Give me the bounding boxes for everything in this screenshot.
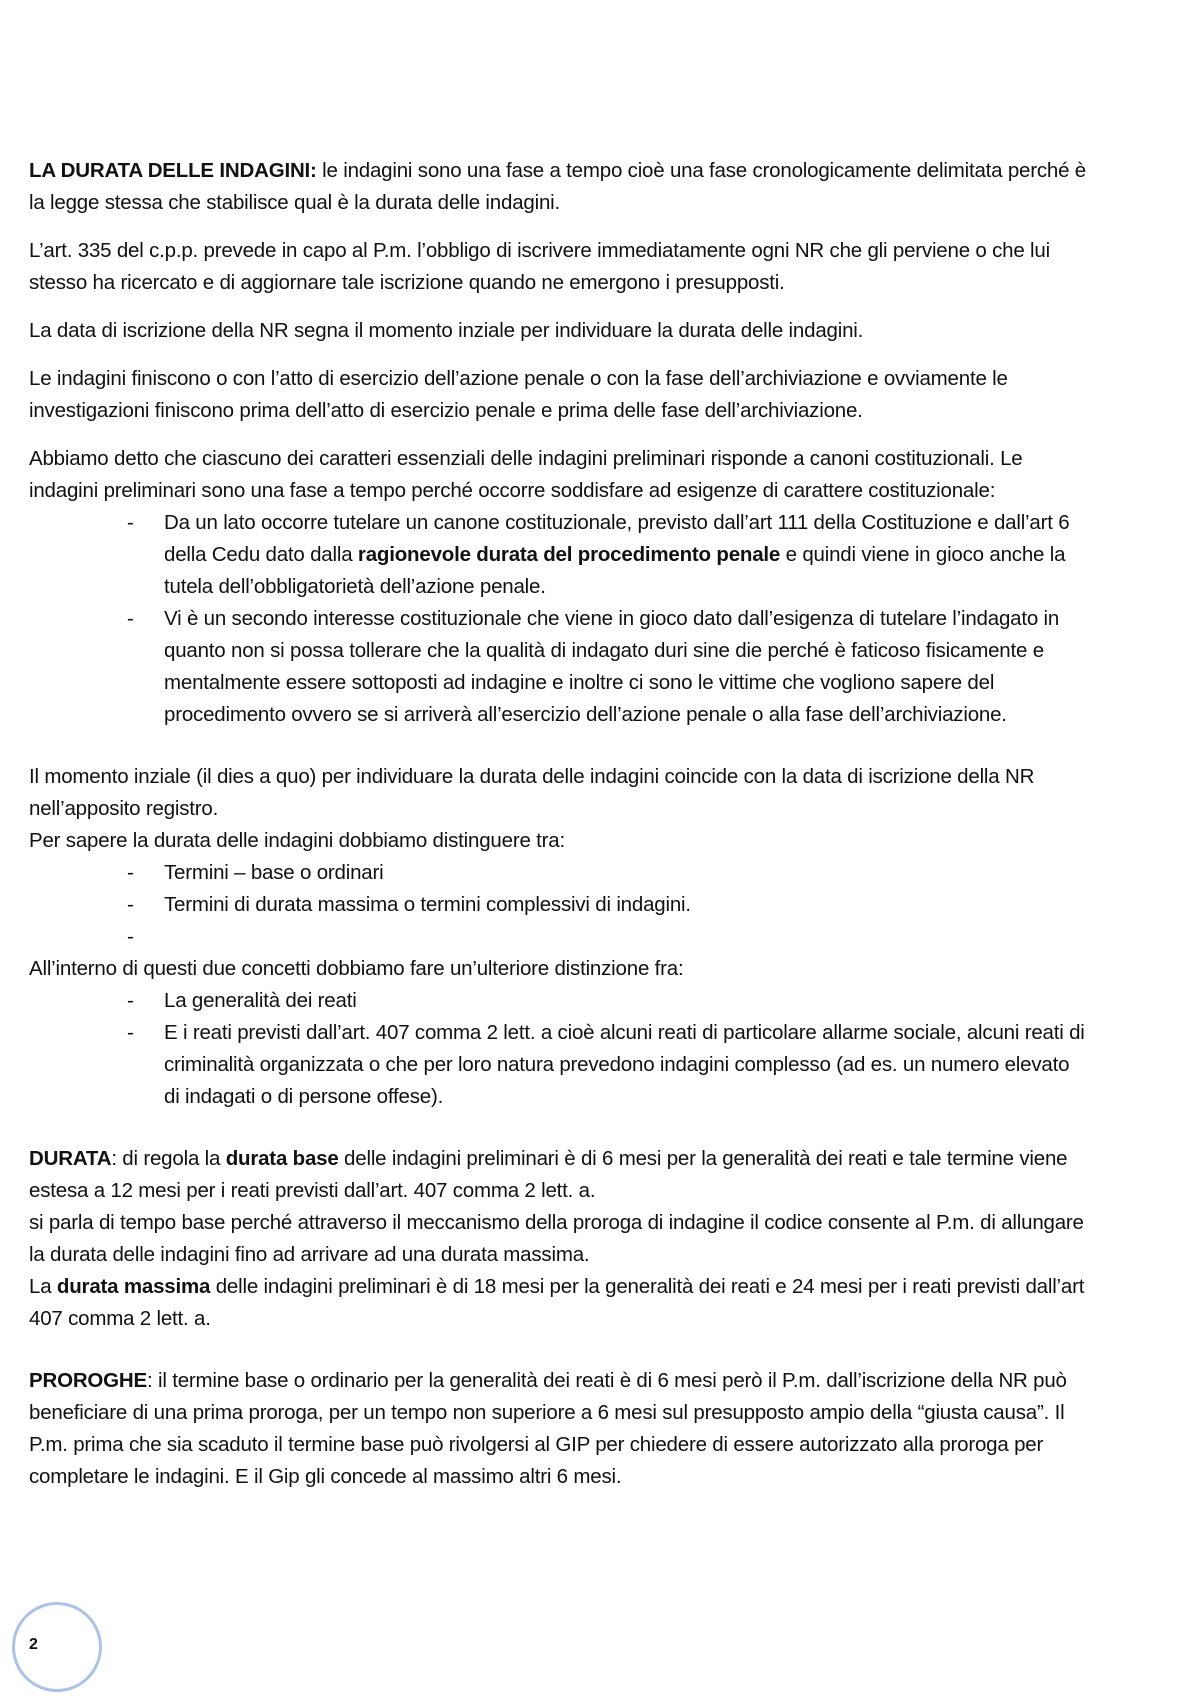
bold-phrase: ragionevole durata del procedimento penale bbox=[357, 543, 781, 566]
document-body bbox=[29, 155, 1089, 1493]
paragraph-dies-a-quo: Il momento inziale (il dies a quo) per individuare la durata delle indagini coincide con la data di iscrizione della NR nell’apposito registro. bbox=[29, 765, 1035, 820]
list-item-empty bbox=[164, 921, 1089, 953]
paragraph-ulteriore-distinzione: All’interno di questi due concetti dobbiamo fare un’ulteriore distinzione fra: bbox=[29, 957, 684, 980]
paragraph-proroghe: PROROGHE: il termine base o ordinario per la generalità dei reati è di 6 mesi però il P.m. dall’iscrizione della NR può beneficiare di una prima proroga, per un tempo non superiore a 6 mesi sul presupposto ampio della “giusta causa”. Il P.m. prima che sia scaduto il termine base può rivolgersi al GIP per chiedere di essere autorizzato alla proroga per completare le indagini. E il Gip gli concede al massimo altri 6 mesi. bbox=[29, 1369, 1067, 1488]
paragraph-data-iscrizione: La data di iscrizione della NR segna il momento inziale per individuare la durata delle indagini. bbox=[29, 319, 864, 342]
list-reati bbox=[29, 985, 1089, 1113]
section-label: DURATA bbox=[29, 1147, 112, 1170]
list-item: - Termini – base o ordinari bbox=[164, 857, 1089, 889]
bold-phrase: durata base bbox=[225, 1147, 339, 1170]
paragraph-durata-indagini bbox=[29, 155, 1089, 219]
paragraph-tempo-base: si parla di tempo base perché attraverso il meccanismo della proroga di indagine il codice consente al P.m. di allungare la durata delle indagini fino ad arrivare ad una durata massima. bbox=[29, 1211, 1084, 1266]
page-number: 2 bbox=[29, 1636, 38, 1653]
page-number-circle bbox=[12, 1602, 102, 1692]
section-label: PROROGHE bbox=[29, 1369, 147, 1392]
bold-phrase: durata massima bbox=[56, 1275, 211, 1298]
list-item: - La generalità dei reati bbox=[164, 985, 1089, 1017]
spacer bbox=[29, 1113, 1089, 1143]
list-termini bbox=[29, 857, 1089, 953]
paragraph-canoni-costituzionali: Abbiamo detto che ciascuno dei caratteri essenziali delle indagini preliminari risponde a canoni costituzionali. Le indagini preliminari sono una fase a tempo perché occorre soddisfare ad esigenze di carattere costituzionale: bbox=[29, 447, 1023, 502]
spacer bbox=[29, 731, 1089, 761]
paragraph-art-335: L’art. 335 del c.p.p. prevede in capo al P.m. l’obbligo di iscrivere immediatamente ogni NR che gli perviene o che lui stesso ha ricercato e di aggiornare tale iscrizione quando ne emergono i presupposti. bbox=[29, 239, 1050, 294]
paragraph-text: le indagini sono una fase a tempo cioè una fase cronologicamente delimitata perché è la legge stessa che stabilisce qual è la durata delle indagini. bbox=[29, 159, 1087, 214]
paragraph-distinguere: Per sapere la durata delle indagini dobbiamo distinguere tra: bbox=[29, 829, 565, 852]
spacer bbox=[29, 1335, 1089, 1365]
list-item: - Da un lato occorre tutelare un canone costituzionale, previsto dall’art 111 della Costituzione e dall’art 6 della Cedu dato dalla ragionevole durata del procedimento penale e quindi viene in gioco anche la tutela dell’obbligatorietà dell’azione penale. bbox=[164, 507, 1089, 603]
section-heading: LA DURATA DELLE INDAGINI: bbox=[29, 159, 317, 182]
list-item: - E i reati previsti dall’art. 407 comma 2 lett. a cioè alcuni reati di particolare allarme sociale, alcuni reati di criminalità organizzata o che per loro natura prevedono indagini complesso (ad es. un numero elevato di indagati o di persone offese). bbox=[164, 1017, 1089, 1113]
paragraph-durata: DURATA: di regola la durata base delle indagini preliminari è di 6 mesi per la generalità dei reati e tale termine viene estesa a 12 mesi per i reati previsti dall’art. 407 comma 2 lett. a. bbox=[29, 1147, 1068, 1202]
paragraph-fine-indagini: Le indagini finiscono o con l’atto di esercizio dell’azione penale o con la fase dell’archiviazione e ovviamente le investigazioni finiscono prima dell’atto di esercizio penale e prima delle fase dell’archiviazione. bbox=[29, 367, 1008, 422]
list-item: - Vi è un secondo interesse costituzionale che viene in gioco dato dall’esigenza di tutelare l’indagato in quanto non si possa tollerare che la qualità di indagato duri sine die perché è faticoso fisicamente e mentalmente essere sottoposti ad indagine e inoltre ci sono le vittime che vogliono sapere del procedimento ovvero se si arriverà all’esercizio dell’azione penale o alla fase dell’archiviazione. bbox=[164, 603, 1089, 731]
paragraph-durata-massima: La durata massima delle indagini preliminari è di 18 mesi per la generalità dei reati e 24 mesi per i reati previsti dall’art 407 comma 2 lett. a. bbox=[29, 1275, 1085, 1330]
list-item: - Termini di durata massima o termini complessivi di indagini. bbox=[164, 889, 1089, 921]
list-interessi-costituzionali bbox=[29, 507, 1089, 731]
